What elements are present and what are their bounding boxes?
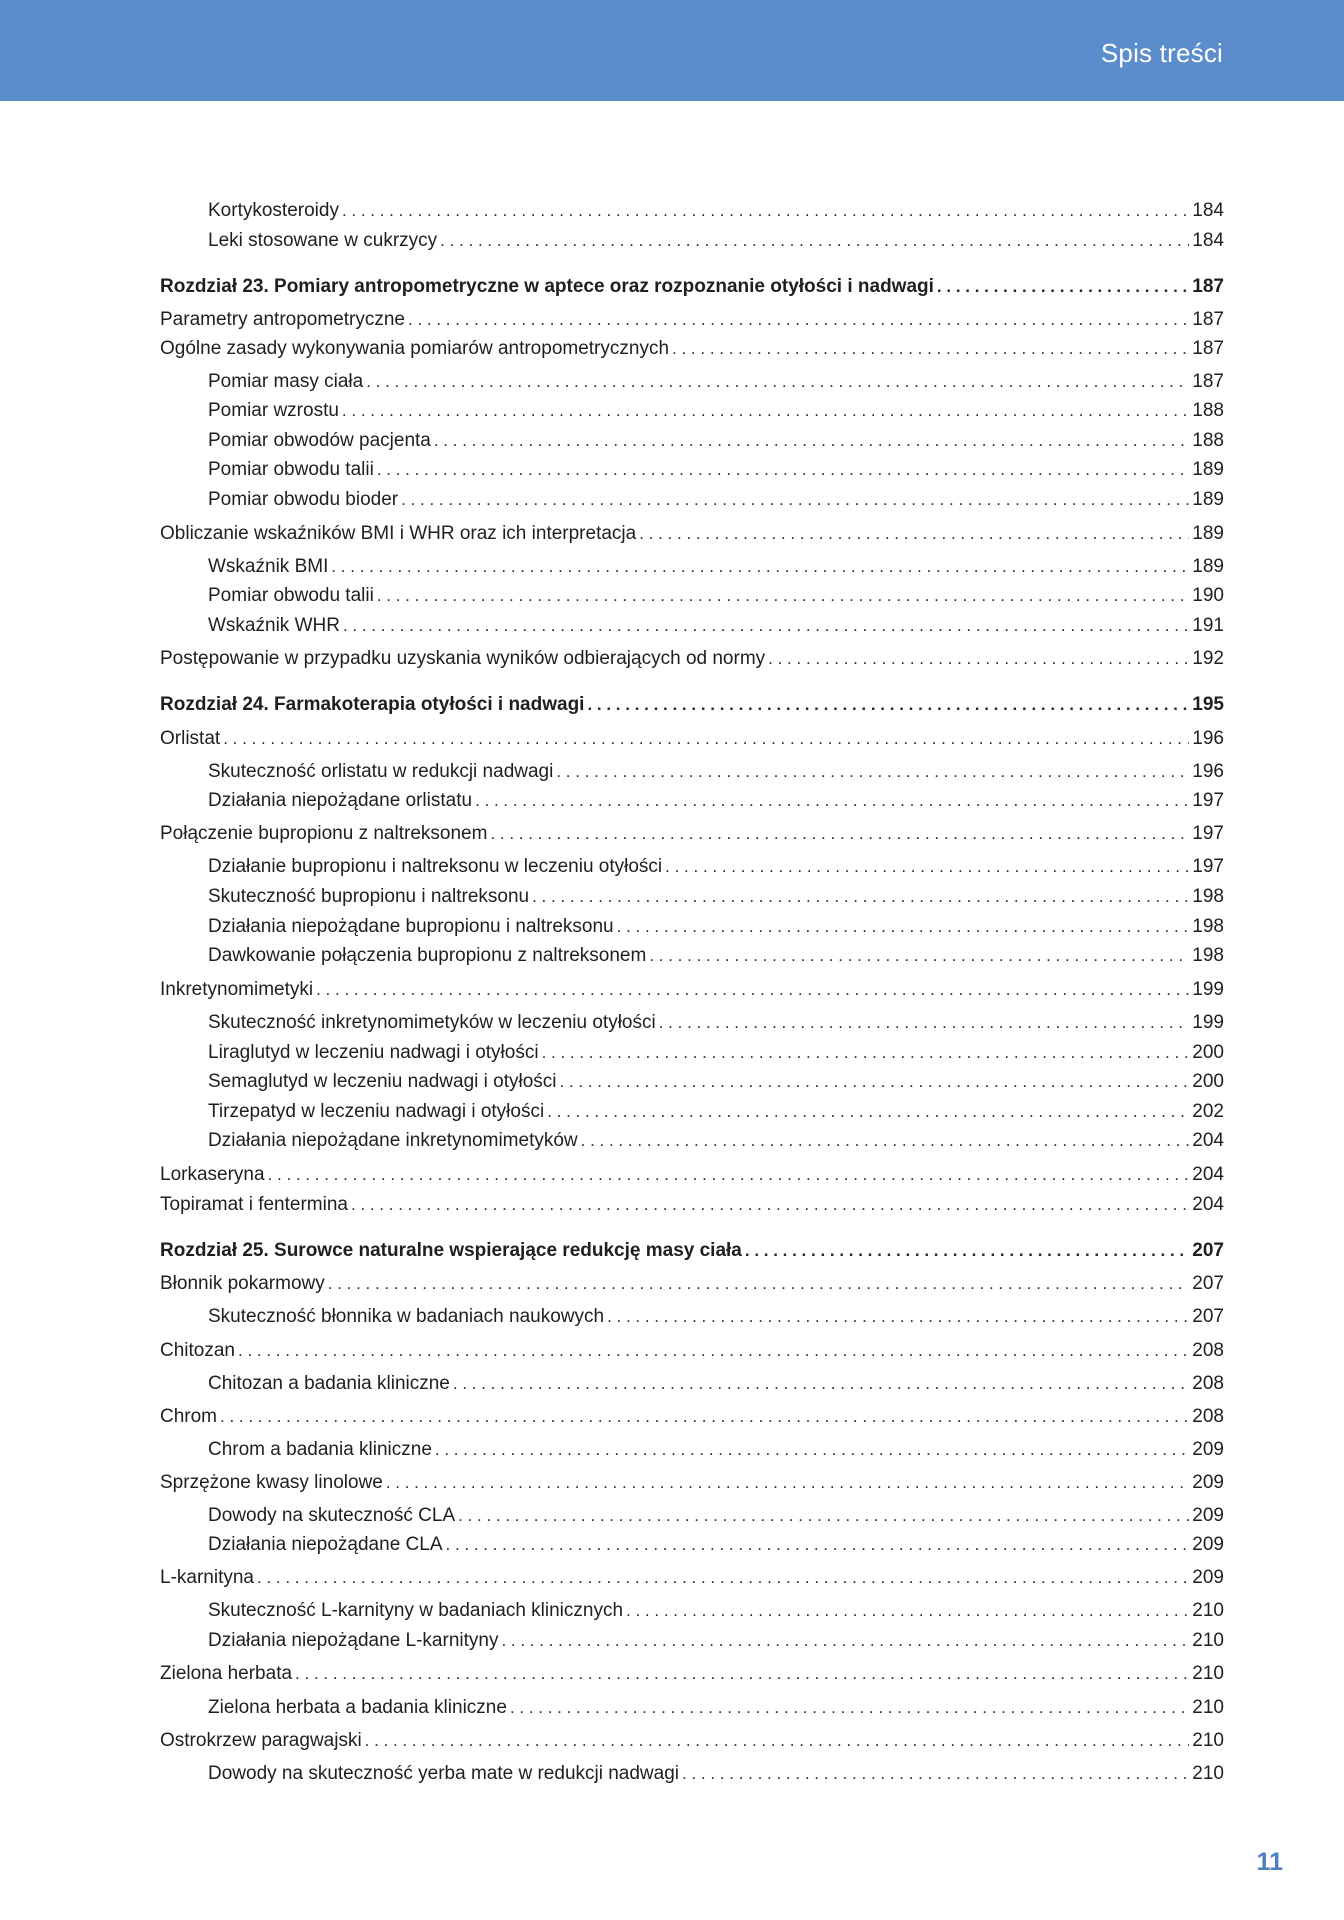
dot-leader xyxy=(639,520,1189,548)
dot-leader xyxy=(532,883,1189,911)
toc-entry-page: 210 xyxy=(1192,1600,1224,1621)
toc-entry xyxy=(208,913,1224,941)
toc-entry-title: Skuteczność błonnika w badaniach naukowych xyxy=(208,1306,605,1327)
dot-leader xyxy=(475,787,1189,815)
toc-entry-title: Chitozan a badania kliniczne xyxy=(208,1373,450,1394)
page-number: 11 xyxy=(1256,1848,1283,1876)
toc-entry-title: Dawkowanie połączenia bupropionu z naltreksonem xyxy=(208,945,647,966)
dot-leader xyxy=(672,335,1189,363)
toc-entry-page: 204 xyxy=(1192,1164,1224,1185)
toc-entry xyxy=(208,612,1224,640)
toc-entry-title: Wskaźnik WHR xyxy=(208,615,340,636)
toc-entry xyxy=(208,1760,1224,1788)
toc-entry-title: Pomiar obwodu bioder xyxy=(208,489,399,510)
toc-entry-title: Rozdział 24. Farmakoterapia otyłości i nadwagi xyxy=(160,694,585,715)
toc-entry-title: Działania niepożądane bupropionu i naltreksonu xyxy=(208,916,614,937)
toc-entry xyxy=(208,1436,1224,1464)
dot-leader xyxy=(342,197,1189,225)
dot-leader xyxy=(547,1098,1189,1126)
toc-entry-page: 202 xyxy=(1192,1101,1224,1122)
toc-entry xyxy=(208,758,1224,786)
toc-entry xyxy=(160,1161,1224,1189)
toc-entry-title: Działanie bupropionu i naltreksonu w leczeniu otyłości xyxy=(208,856,663,877)
toc-entry-title: Sprzężone kwasy linolowe xyxy=(160,1472,383,1493)
toc-entry-page: 187 xyxy=(1192,371,1224,392)
dot-leader xyxy=(556,758,1189,786)
toc-entry-page: 207 xyxy=(1192,1273,1224,1294)
toc-entry xyxy=(208,582,1224,610)
toc-entry-title: Pomiar obwodów pacjenta xyxy=(208,430,431,451)
toc-entry-title: Ogólne zasady wykonywania pomiarów antropometrycznych xyxy=(160,338,670,359)
toc-entry-title: Połączenie bupropionu z naltreksonem xyxy=(160,823,488,844)
toc-entry-page: 189 xyxy=(1192,489,1224,510)
toc-entry-title: Kortykosteroidy xyxy=(208,200,339,221)
toc-entry-page: 189 xyxy=(1192,459,1224,480)
dot-leader xyxy=(453,1370,1189,1398)
toc-entry xyxy=(208,1009,1224,1037)
toc-entry-page: 208 xyxy=(1192,1340,1224,1361)
toc-entry xyxy=(160,335,1224,363)
dot-leader xyxy=(366,368,1189,396)
toc-entry xyxy=(208,853,1224,881)
dot-leader xyxy=(328,1270,1190,1298)
dot-leader xyxy=(490,820,1189,848)
toc-entry-title: Rozdział 25. Surowce naturalne wspierające redukcję masy ciała xyxy=(160,1240,742,1261)
toc-entry-page: 197 xyxy=(1192,856,1224,877)
dot-leader xyxy=(745,1237,1189,1265)
dot-leader xyxy=(223,725,1189,753)
toc-entry-title: Skuteczność bupropionu i naltreksonu xyxy=(208,886,530,907)
toc-entry-title: Skuteczność L-karnityny w badaniach klinicznych xyxy=(208,1600,624,1621)
toc-entry-title: L-karnityna xyxy=(160,1567,254,1588)
toc-entry-page: 187 xyxy=(1192,276,1224,297)
dot-leader xyxy=(351,1191,1189,1219)
dot-leader xyxy=(365,1727,1190,1755)
dot-leader xyxy=(659,1009,1190,1037)
toc-entry-page: 209 xyxy=(1192,1534,1224,1555)
dot-leader xyxy=(434,427,1189,455)
toc-entry xyxy=(208,486,1224,514)
toc-entry-title: Ostrokrzew paragwajski xyxy=(160,1730,362,1751)
dot-leader xyxy=(626,1597,1189,1625)
toc-entry xyxy=(160,1403,1224,1431)
dot-leader xyxy=(342,397,1189,425)
dot-leader xyxy=(386,1469,1189,1497)
toc-entry-page: 184 xyxy=(1192,200,1224,221)
toc-entry xyxy=(160,520,1224,548)
toc-entry-title: Chrom a badania kliniczne xyxy=(208,1439,432,1460)
toc-entry xyxy=(208,1068,1224,1096)
toc-entry-title: Działania niepożądane L-karnityny xyxy=(208,1630,499,1651)
toc-entry-page: 187 xyxy=(1192,309,1224,330)
toc-entry-title: Skuteczność orlistatu w redukcji nadwagi xyxy=(208,761,554,782)
toc-entry xyxy=(208,942,1224,970)
toc-entry xyxy=(208,456,1224,484)
toc-entry-title: Dowody na skuteczność yerba mate w redukcji nadwagi xyxy=(208,1763,680,1784)
toc-entry xyxy=(208,1039,1224,1067)
toc-entry-title: Semaglutyd w leczeniu nadwagi i otyłości xyxy=(208,1071,557,1092)
toc-entry xyxy=(160,1337,1224,1365)
toc-entry xyxy=(208,883,1224,911)
toc-entry xyxy=(208,1127,1224,1155)
toc-entry-page: 204 xyxy=(1192,1130,1224,1151)
toc-entry-title: Działania niepożądane orlistatu xyxy=(208,790,473,811)
toc-entry xyxy=(160,976,1224,1004)
toc-entry-page: 198 xyxy=(1192,916,1224,937)
toc-entry-page: 210 xyxy=(1192,1697,1224,1718)
toc-entry xyxy=(208,1370,1224,1398)
toc-entry-title: Parametry antropometryczne xyxy=(160,309,405,330)
toc-entry-page: 210 xyxy=(1192,1630,1224,1651)
toc-entry-page: 198 xyxy=(1192,945,1224,966)
dot-leader xyxy=(343,612,1189,640)
toc-entry-title: Tirzepatyd w leczeniu nadwagi i otyłości xyxy=(208,1101,545,1122)
dot-leader xyxy=(768,645,1189,673)
toc-entry xyxy=(208,427,1224,455)
dot-leader xyxy=(682,1760,1189,1788)
toc-entry-page: 209 xyxy=(1192,1472,1224,1493)
toc-entry xyxy=(160,1727,1224,1755)
toc-entry-page: 188 xyxy=(1192,400,1224,421)
toc-entry-page: 209 xyxy=(1192,1567,1224,1588)
toc-entry-page: 184 xyxy=(1192,230,1224,251)
toc-entry-title: Obliczanie wskaźników BMI i WHR oraz ich interpretacja xyxy=(160,523,637,544)
toc-entry xyxy=(160,1270,1224,1298)
toc-entry-title: Dowody na skuteczność CLA xyxy=(208,1505,456,1526)
toc-chapter xyxy=(160,1237,1224,1265)
toc-entry xyxy=(208,1597,1224,1625)
toc-entry-title: Topiramat i fentermina xyxy=(160,1194,348,1215)
toc-entry-title: Wskaźnik BMI xyxy=(208,556,329,577)
dot-leader xyxy=(440,227,1189,255)
dot-leader xyxy=(220,1403,1189,1431)
toc-entry xyxy=(208,787,1224,815)
toc-entry-page: 204 xyxy=(1192,1194,1224,1215)
toc-entry-title: Skuteczność inkretynomimetyków w leczeniu otyłości xyxy=(208,1012,656,1033)
toc-entry-title: Chrom xyxy=(160,1406,218,1427)
toc-entry-page: 197 xyxy=(1192,790,1224,811)
dot-leader xyxy=(617,913,1190,941)
toc-chapter xyxy=(160,273,1224,301)
toc-entry xyxy=(208,1627,1224,1655)
toc-entry-page: 190 xyxy=(1192,585,1224,606)
toc-entry xyxy=(160,1469,1224,1497)
toc-entry xyxy=(160,645,1224,673)
dot-leader xyxy=(560,1068,1190,1096)
toc-entry-page: 210 xyxy=(1192,1663,1224,1684)
toc-entry-title: Orlistat xyxy=(160,728,221,749)
toc-entry-page: 187 xyxy=(1192,338,1224,359)
toc-entry-page: 191 xyxy=(1192,615,1224,636)
toc-entry xyxy=(208,1502,1224,1530)
toc-entry-page: 208 xyxy=(1192,1373,1224,1394)
toc-entry-page: 189 xyxy=(1192,556,1224,577)
toc-entry xyxy=(160,1564,1224,1592)
toc-entry-title: Rozdział 23. Pomiary antropometryczne w aptece oraz rozpoznanie otyłości i nadwagi xyxy=(160,276,934,297)
toc-entry-page: 207 xyxy=(1192,1306,1224,1327)
dot-leader xyxy=(316,976,1189,1004)
toc-entry xyxy=(160,820,1224,848)
header-title: Spis treści xyxy=(1100,38,1223,68)
toc-entry xyxy=(208,227,1224,255)
toc-entry-page: 199 xyxy=(1192,979,1224,1000)
dot-leader xyxy=(607,1303,1189,1331)
toc-entry-page: 199 xyxy=(1192,1012,1224,1033)
toc-entry-title: Działania niepożądane CLA xyxy=(208,1534,443,1555)
dot-leader xyxy=(587,691,1189,719)
toc-entry-page: 196 xyxy=(1192,761,1224,782)
toc-entry-page: 188 xyxy=(1192,430,1224,451)
toc-entry-title: Zielona herbata a badania kliniczne xyxy=(208,1697,507,1718)
dot-leader xyxy=(581,1127,1190,1155)
dot-leader xyxy=(295,1660,1189,1688)
dot-leader xyxy=(937,273,1189,301)
toc-entry-page: 192 xyxy=(1192,648,1224,669)
toc-entry-page: 200 xyxy=(1192,1042,1224,1063)
dot-leader xyxy=(257,1564,1189,1592)
toc-entry xyxy=(208,397,1224,425)
toc-entry-title: Działania niepożądane inkretynomimetyków xyxy=(208,1130,578,1151)
toc-entry-title: Chitozan xyxy=(160,1340,235,1361)
toc-entry-title: Błonnik pokarmowy xyxy=(160,1273,325,1294)
dot-leader xyxy=(542,1039,1190,1067)
dot-leader xyxy=(665,853,1189,881)
toc-entry xyxy=(160,306,1224,334)
toc-entry xyxy=(208,1694,1224,1722)
dot-leader xyxy=(377,456,1189,484)
dot-leader xyxy=(435,1436,1189,1464)
dot-leader xyxy=(238,1337,1189,1365)
toc-entry-title: Zielona herbata xyxy=(160,1663,293,1684)
toc-entry xyxy=(208,197,1224,225)
toc-entry-title: Pomiar wzrostu xyxy=(208,400,339,421)
dot-leader xyxy=(458,1502,1189,1530)
toc-entry-page: 208 xyxy=(1192,1406,1224,1427)
toc-entry-title: Postępowanie w przypadku uzyskania wyników odbierających od normy xyxy=(160,648,766,669)
toc-entry-title: Inkretynomimetyki xyxy=(160,979,314,1000)
toc-entry-page: 197 xyxy=(1192,823,1224,844)
toc-entry-page: 210 xyxy=(1192,1763,1224,1784)
dot-leader xyxy=(377,582,1189,610)
toc-entry-title: Pomiar obwodu talii xyxy=(208,585,374,606)
toc-entry xyxy=(208,1303,1224,1331)
toc-entry-page: 198 xyxy=(1192,886,1224,907)
toc-entry-title: Leki stosowane w cukrzycy xyxy=(208,230,438,251)
toc-entry-page: 189 xyxy=(1192,523,1224,544)
toc-entry-page: 209 xyxy=(1192,1439,1224,1460)
toc-entry xyxy=(208,1531,1224,1559)
toc-entry xyxy=(208,553,1224,581)
dot-leader xyxy=(268,1161,1190,1189)
toc-entry-title: Pomiar obwodu talii xyxy=(208,459,374,480)
toc-entry-page: 209 xyxy=(1192,1505,1224,1526)
toc-entry xyxy=(208,1098,1224,1126)
toc-entry xyxy=(160,1660,1224,1688)
toc-entry-title: Liraglutyd w leczeniu nadwagi i otyłości xyxy=(208,1042,539,1063)
toc-chapter xyxy=(160,691,1224,719)
toc-entry-page: 200 xyxy=(1192,1071,1224,1092)
dot-leader xyxy=(510,1694,1189,1722)
toc-entry-title: Lorkaseryna xyxy=(160,1164,265,1185)
dot-leader xyxy=(649,942,1189,970)
toc-entry-page: 195 xyxy=(1192,694,1224,715)
toc-entry-page: 196 xyxy=(1192,728,1224,749)
toc-entry xyxy=(208,368,1224,396)
toc-entry-page: 210 xyxy=(1192,1730,1224,1751)
toc-entry-page: 207 xyxy=(1192,1240,1224,1261)
dot-leader xyxy=(331,553,1189,581)
toc-entry xyxy=(160,725,1224,753)
dot-leader xyxy=(446,1531,1190,1559)
dot-leader xyxy=(408,306,1189,334)
toc-entry-title: Pomiar masy ciała xyxy=(208,371,364,392)
dot-leader xyxy=(401,486,1189,514)
toc-entry xyxy=(160,1191,1224,1219)
dot-leader xyxy=(501,1627,1189,1655)
